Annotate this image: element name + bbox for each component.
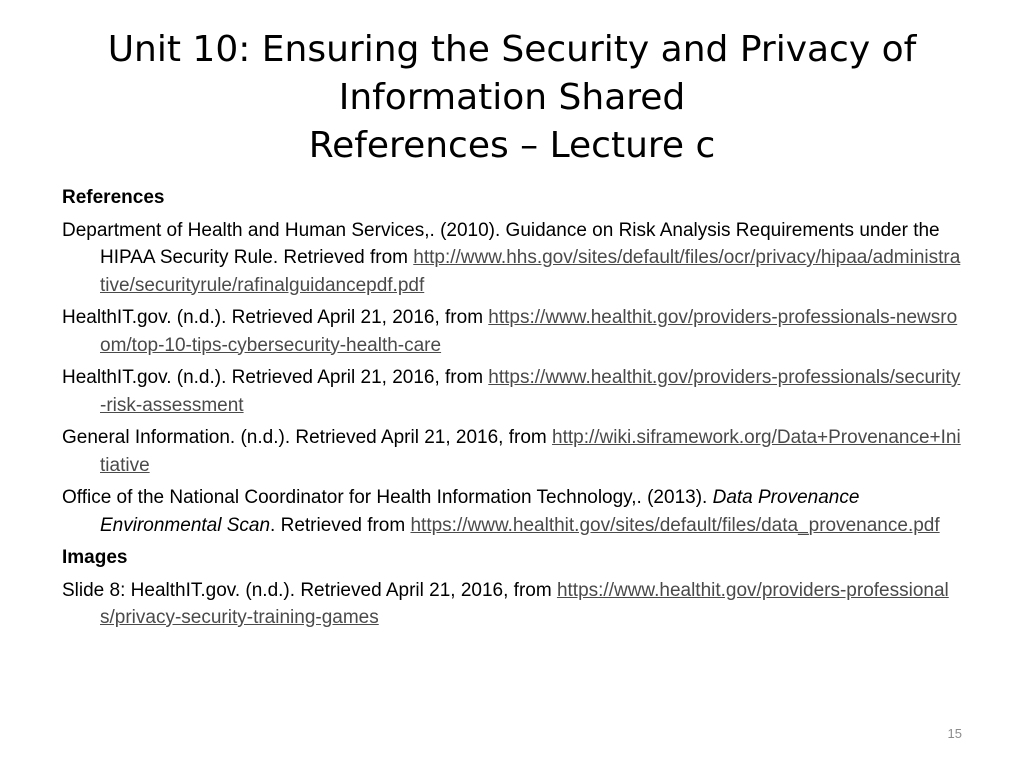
title-line-1: Unit 10: Ensuring the Security and Privacy of [107,29,917,70]
reference-link[interactable]: https://www.healthit.gov/providers-professionals-newsroom/top-10-tips-cybersecurity-health-care [100,307,958,356]
slide-title [40,26,984,170]
reference-link[interactable]: https://www.healthit.gov/sites/default/files/data_provenance.pdf [410,514,940,536]
reference-link[interactable]: https://www.healthit.gov/providers-professionals/privacy-security-training-games [100,579,949,628]
reference-text: Office of the National Coordinator for Health Information Technology,. (2013). [62,487,713,508]
reference-link[interactable]: https://www.healthit.gov/providers-professionals/security-risk-assessment [100,367,961,416]
page-number: 15 [947,726,962,741]
reference-text: Slide 8: HealthIT.gov. (n.d.). Retrieved April 21, 2016, from [62,579,557,601]
reference-item [62,217,962,300]
title-line-2: Information Shared [338,77,686,118]
reference-link[interactable]: http://wiki.siframework.org/Data+Provenance+Initiative [100,427,961,476]
references-heading: References [62,187,165,208]
reference-item [62,364,962,419]
reference-link[interactable]: http://www.hhs.gov/sites/default/files/ocr/privacy/hipaa/administrative/securityrule/rafinalguidancepdf.pdf [100,247,961,296]
slide-body [62,184,962,637]
title-line-3: References – Lecture c [308,125,716,166]
reference-item [62,424,962,479]
reference-text: General Information. (n.d.). Retrieved April 21, 2016, from [62,427,553,448]
image-reference-item [62,577,962,632]
reference-text: Department of Health and Human Services,. (2010). Guidance on Risk Analysis Requirements under the HIPAA Security Rule. Retrieved from [62,219,940,268]
reference-item [62,484,962,539]
reference-italic-title: Data Provenance Environmental Scan [100,487,860,536]
images-heading: Images [62,547,128,568]
reference-text-after: . Retrieved from [270,514,411,536]
reference-item [62,304,962,359]
reference-text: HealthIT.gov. (n.d.). Retrieved April 21, 2016, from [62,367,489,388]
reference-text: HealthIT.gov. (n.d.). Retrieved April 21, 2016, from [62,307,489,328]
